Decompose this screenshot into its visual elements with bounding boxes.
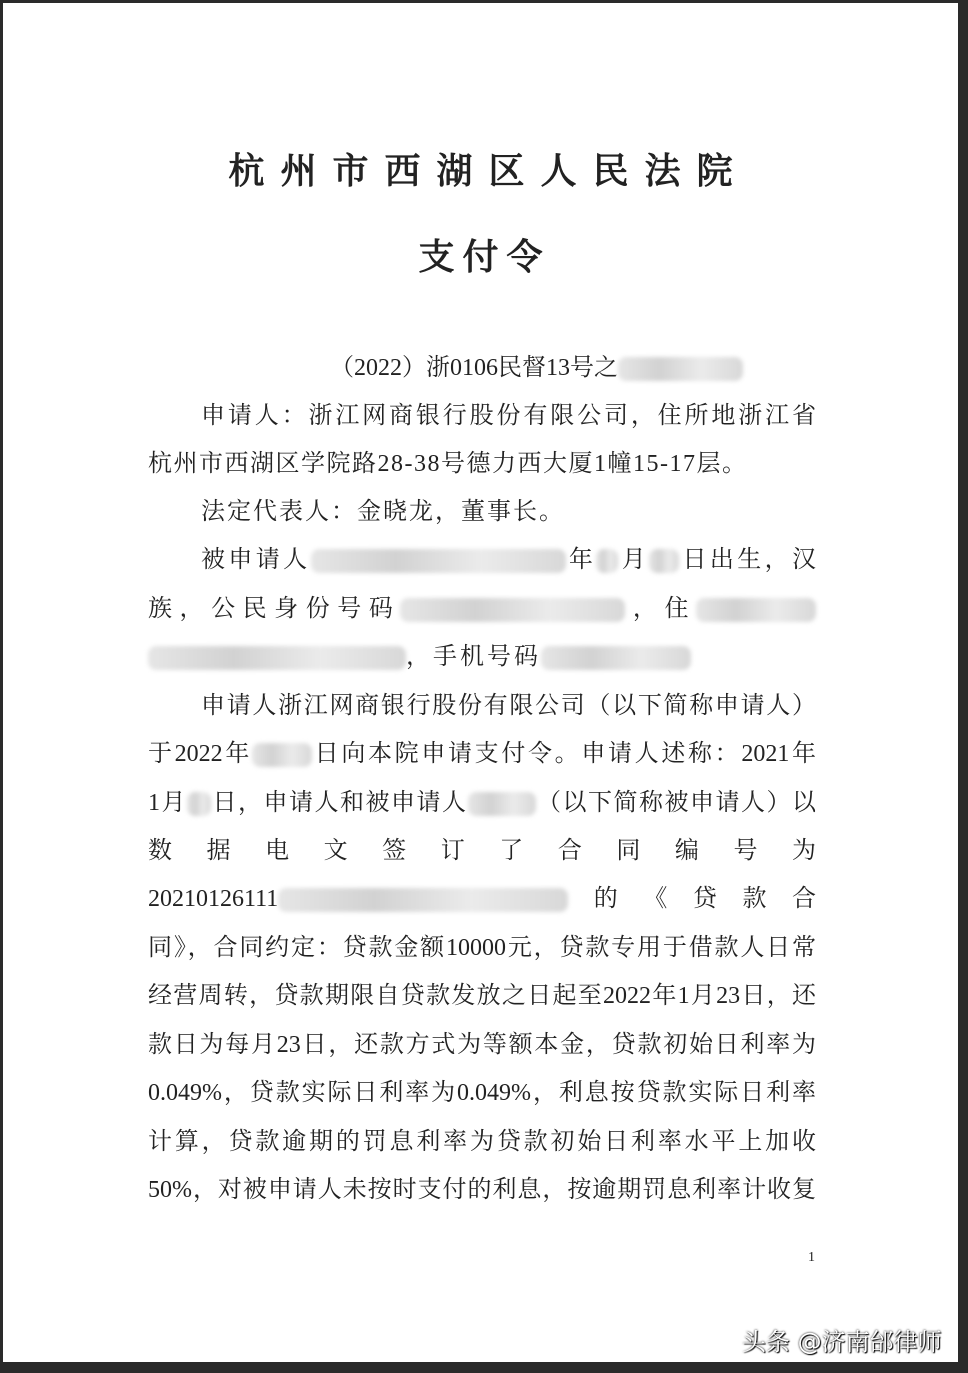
body-line: 杭州市西湖区学院路28-38号德力西大厦1幢15-17层。 xyxy=(148,451,748,477)
body-line: 同》，合同约定：贷款金额10000元，贷款专用于借款人日常 xyxy=(148,935,816,961)
redacted xyxy=(618,357,743,381)
page-number: 1 xyxy=(808,1250,815,1265)
body-line xyxy=(148,594,816,624)
text: 20210126111 xyxy=(148,886,279,912)
text: 族，公民身份号码 xyxy=(148,596,401,622)
redacted xyxy=(400,598,625,622)
case-number-line xyxy=(330,353,743,383)
redacted xyxy=(252,743,312,767)
body-line: 经营周转，贷款期限自贷款发放之日起至2022年1月23日，还 xyxy=(148,983,816,1009)
text: 月 xyxy=(618,547,650,573)
body-line xyxy=(148,739,816,769)
text: 于2022年 xyxy=(148,741,252,767)
body-line: 0.049%，贷款实际日利率为0.049%，利息按贷款实际日利率 xyxy=(148,1080,816,1106)
body-line xyxy=(148,788,816,818)
redacted xyxy=(596,549,618,573)
document-title: 支付令 xyxy=(418,237,551,277)
text: 1月 xyxy=(148,790,187,816)
body-line xyxy=(148,642,816,672)
redacted xyxy=(187,792,211,816)
body-line: 计算，贷款逾期的罚息利率为贷款初始日利率水平上加收 xyxy=(148,1129,816,1155)
redacted xyxy=(148,646,406,670)
text: 日，申请人和被申请人 xyxy=(211,790,468,816)
redacted xyxy=(278,888,568,912)
body-line: 申请人：浙江网商银行股份有限公司，住所地浙江省 xyxy=(201,403,816,429)
document-page xyxy=(3,3,958,1362)
body-line xyxy=(148,884,816,914)
case-number: （2022）浙0106民督13号之 xyxy=(330,355,618,381)
redacted xyxy=(649,549,679,573)
redacted xyxy=(541,646,691,670)
text: 日向本院申请支付令。申请人述称：2021年 xyxy=(312,741,816,767)
text: 的《贷款合 xyxy=(568,886,816,912)
redacted xyxy=(311,549,566,573)
redacted xyxy=(696,598,816,622)
text: ，手机号码 xyxy=(406,644,541,670)
body-line: 申请人浙江网商银行股份有限公司（以下简称申请人） xyxy=(201,693,816,719)
body-line: 数据电文签订了合同编号为 xyxy=(148,838,816,864)
body-line: 法定代表人：金晓龙，董事长。 xyxy=(201,499,565,525)
text: 日出生，汉 xyxy=(679,547,817,573)
text: 被申请人 xyxy=(201,547,311,573)
body-line: 50%，对被申请人未按时支付的利息，按逾期罚息利率计收复 xyxy=(148,1177,816,1203)
body-line xyxy=(201,545,816,575)
court-name: 杭州市西湖区人民法院 xyxy=(228,151,749,191)
body-line: 款日为每月23日，还款方式为等额本金，贷款初始日利率为 xyxy=(148,1032,816,1058)
watermark: 头条 @济南邰律师 xyxy=(742,1328,942,1356)
text: ，住 xyxy=(625,596,697,622)
redacted xyxy=(468,792,536,816)
text: 年 xyxy=(565,547,597,573)
text: （以下简称被申请人）以 xyxy=(535,790,816,816)
